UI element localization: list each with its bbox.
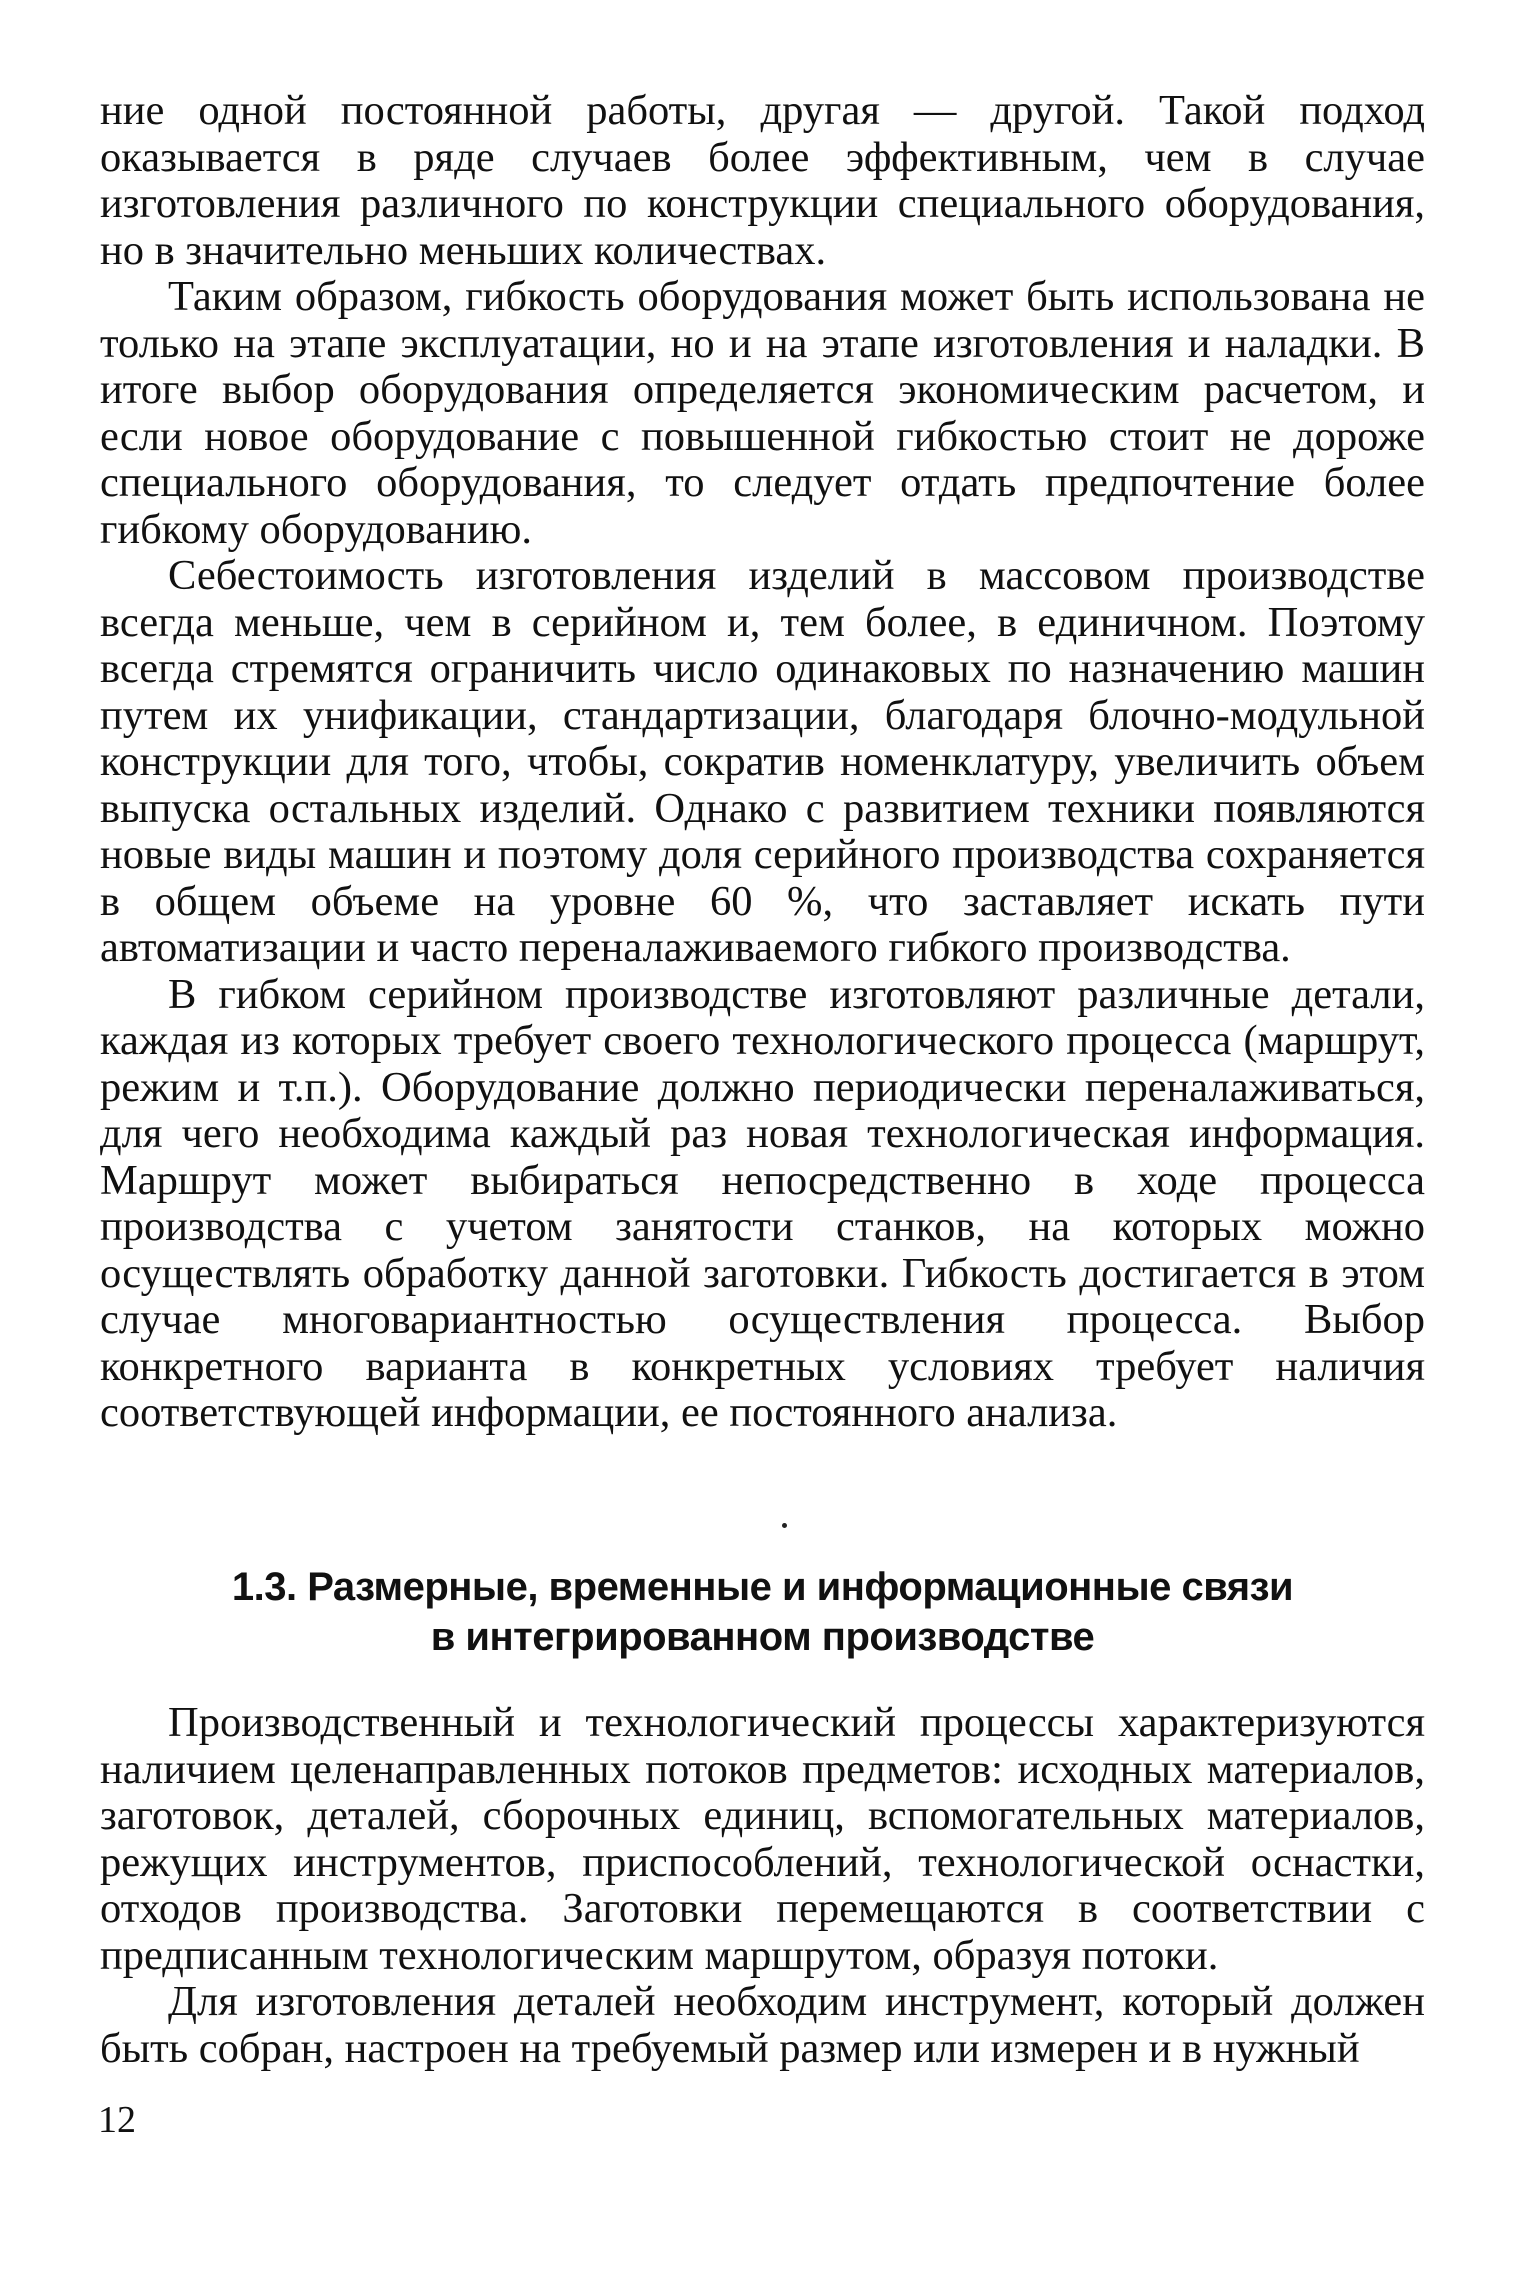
paragraph-processes: Производственный и технологический процессы характеризуются наличием целенаправленных потоков предметов: исходных материалов, заготовок, деталей, сборочных единиц, вспомогательных материалов, режущих инструментов, приспособлений, технологической оснастки, отходов производства. Заготовки перемещаются в соответствии с предписанным технологическим маршрутом, образуя потоки. [100,1699,1425,1979]
paragraph-flexible-production: В гибком серийном производстве изготовляют различные детали, каждая из которых требует своего технологического процесса (маршрут, режим и т.п.). Оборудование должно периодически переналаживаться, для чего необходима каждый раз новая технологическая информация. Маршрут может выбираться непосредственно в ходе процесса производства с учетом занятости станков, на которых можно осуществлять обработку данной заготовки. Гибкость достигается в этом случае многовариантностью осуществления процесса. Выбор конкретного варианта в конкретных условиях требует наличия соответствующей информации, ее постоянного анализа. [100,970,1425,1436]
paragraph-cost: Себестоимость изготовления изделий в массовом производстве всегда меньше, чем в серийном и, тем более, в единичном. Поэтому всегда стремятся ограничить число одинаковых по назначению машин путем их унификации, стандартизации, благодаря блочно-модульной конструкции для того, чтобы, сократив номенклатуру, увеличить объем выпуска остальных изделий. Однако с развитием техники появляются новые виды машин и поэтому доля серийного производства сохраняется в общем объеме на уровне 60 %, что заставляет искать пути автоматизации и часто переналаживаемого гибкого производства. [100,552,1425,971]
paragraph-continuation: ние одной постоянной работы, другая — другой. Такой подход оказывается в ряде случаев более эффективным, чем в случае изготовления различного по конструкции специального оборудования, но в значительно меньших количествах. [100,87,1425,274]
section-heading-line-1: 1.3. Размерные, временные и информационные связи [231,1565,1294,1609]
paragraph-flexibility: Таким образом, гибкость оборудования может быть использована не только на этапе эксплуатации, но и на этапе изготовления и наладки. В итоге выбор оборудования определяется экономическим расчетом, и если новое оборудование с повышенной гибкостью стоит не дороже специального оборудования, то следует отдать предпочтение более гибкому оборудованию. [100,273,1425,553]
body-text-top [100,88,1425,1437]
paragraph-tools: Для изготовления деталей необходим инструмент, который должен быть собран, настроен на требуемый размер или измерен и в нужный [100,1978,1425,2072]
body-text-bottom [100,1700,1425,2072]
section-heading [100,1562,1425,1662]
stray-dot [782,1523,787,1528]
section-heading-line-2: в интегрированном производстве [430,1615,1095,1659]
page-number: 12 [98,2099,136,2141]
